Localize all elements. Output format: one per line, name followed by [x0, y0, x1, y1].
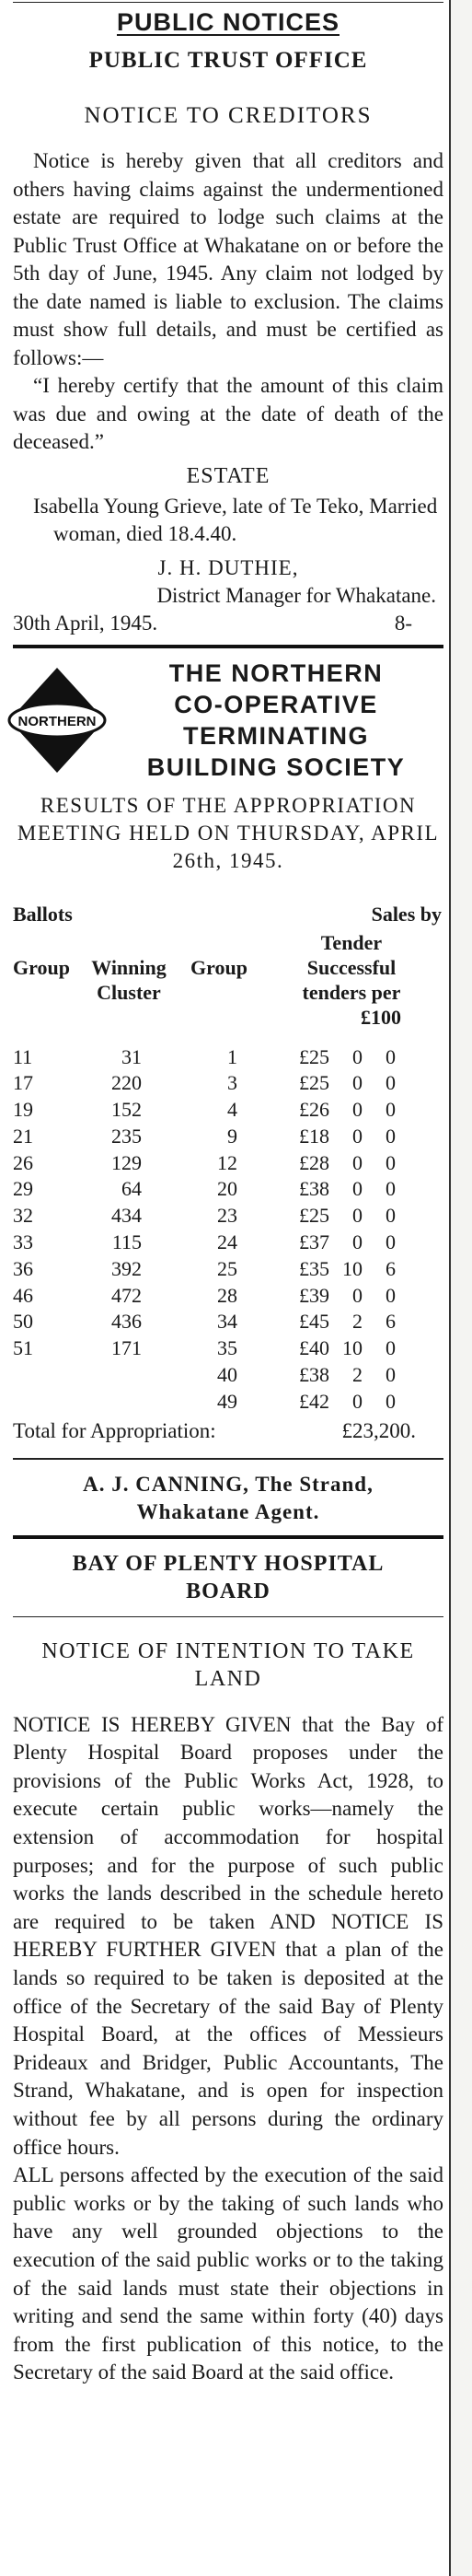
cell-winning-cluster: 220: [111, 1071, 142, 1095]
public-notices-heading: PUBLIC NOTICES: [116, 8, 340, 36]
cell-group-2: 25: [217, 1256, 237, 1280]
cell-winning-cluster: [68, 1362, 155, 1389]
cell-pounds: £25: [299, 1071, 329, 1095]
cell-pence: 0: [386, 1124, 396, 1148]
ballot-row: [13, 1362, 443, 1389]
total-row: [13, 1416, 443, 1458]
certification-text: “I hereby certify that the amount of this claim was due and owing at the date of death of the deceased.”: [13, 374, 443, 453]
cell-group-2: 28: [217, 1283, 237, 1307]
cell-pence: 6: [386, 1256, 396, 1280]
cell-shillings: 2: [352, 1310, 363, 1334]
cell-shillings: 10: [342, 1336, 363, 1360]
cell-pounds: £39: [299, 1283, 329, 1307]
cell-shillings: 0: [352, 1177, 363, 1201]
cell-pounds: £40: [299, 1336, 329, 1360]
cell-shillings: 0: [352, 1044, 363, 1068]
ballots-label: Ballots: [13, 902, 73, 926]
col-tenders-per: tenders per: [302, 980, 401, 1004]
cell-shillings: 10: [342, 1256, 363, 1280]
society-name-line: THE NORTHERN: [168, 659, 384, 687]
cell-winning-cluster: 171: [111, 1336, 142, 1360]
cell-pounds: £45: [299, 1310, 329, 1334]
estate-label: ESTATE: [186, 463, 271, 488]
cell-pence: 0: [386, 1150, 396, 1174]
cell-group: 11: [13, 1044, 33, 1068]
col-tender-header: [261, 930, 443, 1005]
col-pound-unit: £100: [361, 1005, 401, 1029]
col-tender: Tender: [320, 930, 383, 954]
col-group: Group: [13, 955, 70, 979]
col-winning-cluster: [81, 930, 177, 1005]
ballot-row: [13, 1283, 443, 1310]
ballot-row: [13, 1309, 443, 1335]
cell-shillings: 0: [352, 1230, 363, 1254]
ballot-row: [13, 1389, 443, 1416]
notice-to-creditors-title: NOTICE TO CREDITORS: [84, 103, 373, 128]
estate-entry: Isabella Young Grieve, late of Te Teko, Married woman, died 18.4.40.: [33, 494, 438, 545]
cell-winning-cluster: 31: [121, 1044, 142, 1068]
signatory-title: District Manager for Whakatane.: [156, 583, 436, 607]
creditors-notice-body: Notice is hereby given that all creditors and others having claims against the undermentioned estate are required to lodge such claims at the Public Trust Office at Whakatane on or before the 5th day of June, 1945. Any claim not lodged by the date named is liable to exclusion. The claims must show full details, and must be certified as follows:—: [13, 149, 443, 369]
cell-group-2: 35: [217, 1336, 237, 1360]
cell-group-2: 49: [217, 1389, 237, 1413]
cell-pence: 0: [386, 1336, 396, 1360]
cell-winning-cluster: 472: [111, 1283, 142, 1307]
cell-group-2: 9: [227, 1124, 237, 1148]
building-society-header: [13, 648, 443, 788]
cell-group: [13, 1362, 68, 1389]
society-name-line: BUILDING SOCIETY: [146, 752, 406, 781]
agent-block: [13, 1460, 443, 1535]
cell-pence: 0: [386, 1204, 396, 1228]
society-name-line: TERMINATING: [183, 721, 369, 750]
signatory-name: J. H. DUTHIE,: [157, 555, 299, 579]
society-name: [109, 658, 443, 783]
cell-pounds: £37: [299, 1230, 329, 1254]
col-successful: Successful: [306, 955, 397, 979]
appropriation-results-title: RESULTS OF THE APPROPRIATION MEETING HELD ON THURSDAY, APRIL 26th, 1945.: [17, 793, 440, 872]
col-cluster: Cluster: [97, 980, 161, 1004]
ballot-row: [13, 1176, 443, 1203]
cell-shillings: 2: [352, 1363, 363, 1387]
cell-winning-cluster: 64: [121, 1177, 142, 1201]
hospital-notice-para-1: NOTICE IS HEREBY GIVEN that the Bay of Plenty Hospital Board proposes under the provisions of the Public Works Act, 1928, to execute certain public works—namely the extension of accommodation for hospital purposes; and for the purpose of such public works the lands described in the schedule hereto are required to be taken AND NOTICE IS HEREBY FURTHER GIVEN that a plan of the lands so required to be taken is deposited at the office of the Secretary of the said Bay of Plenty Hospital Board, at the offices of Messieurs Prideaux and Bridger, Public Accountants, The Strand, Whakatane, and is open for inspection without fee by all persons during the ordinary office hours.: [13, 1712, 443, 2159]
cell-winning-cluster: 152: [111, 1098, 142, 1122]
ballots-header: [13, 886, 443, 927]
cell-group-2: 3: [227, 1071, 237, 1095]
cell-group: 17: [13, 1071, 33, 1095]
cell-group-2: 23: [217, 1204, 237, 1228]
cell-winning-cluster: [68, 1389, 155, 1416]
cell-pounds: £38: [299, 1177, 329, 1201]
page-margin: [451, 0, 472, 2576]
ballot-row: [13, 1070, 443, 1097]
ballot-row: [13, 1097, 443, 1124]
total-label: Total for Appropriation:: [13, 1418, 216, 1442]
ballot-row: [13, 1203, 443, 1230]
cell-shillings: 0: [352, 1071, 363, 1095]
cell-pounds: £42: [299, 1389, 329, 1413]
cell-pounds: £26: [299, 1098, 329, 1122]
cell-pounds: £38: [299, 1363, 329, 1387]
ballot-table: [13, 1044, 443, 1416]
cell-winning-cluster: 392: [111, 1256, 142, 1280]
cell-pence: 0: [386, 1389, 396, 1413]
cell-group: 51: [13, 1336, 33, 1360]
board-line: BOARD: [186, 1579, 271, 1603]
ballot-row: [13, 1230, 443, 1256]
cell-group-2: 24: [217, 1230, 237, 1254]
col-group-2: Group: [190, 955, 248, 979]
table-column-headers: [13, 927, 443, 1005]
logo-text: NORTHERN: [17, 713, 97, 729]
cell-group: 19: [13, 1098, 33, 1122]
cell-shillings: 0: [352, 1204, 363, 1228]
public-trust-office-heading: PUBLIC TRUST OFFICE: [88, 48, 368, 73]
ballot-row: [13, 1124, 443, 1150]
agent-line: A. J. CANNING, The Strand,: [83, 1472, 374, 1496]
society-name-line: CO-OPERATIVE: [174, 690, 378, 718]
cell-shillings: 0: [352, 1150, 363, 1174]
col-winning: Winning: [91, 955, 167, 979]
sales-label: Sales by: [371, 902, 442, 926]
hospital-board-heading: [13, 1539, 443, 1616]
cell-pounds: £25: [299, 1044, 329, 1068]
cell-group: 46: [13, 1283, 33, 1307]
ballot-row: [13, 1335, 443, 1362]
cell-shillings: 0: [352, 1283, 363, 1307]
cell-pence: 0: [386, 1098, 396, 1122]
ballot-row: [13, 1044, 443, 1071]
total-value: £23,200.: [341, 1418, 416, 1442]
notice-date-row: [13, 610, 443, 645]
cell-group-2: 40: [217, 1363, 237, 1387]
cell-pence: 0: [386, 1044, 396, 1068]
cell-shillings: 0: [352, 1124, 363, 1148]
cell-group: 32: [13, 1204, 33, 1228]
cell-group: [13, 1389, 68, 1416]
cell-shillings: 0: [352, 1389, 363, 1413]
cell-group-2: 1: [227, 1044, 237, 1068]
cell-group-2: 4: [227, 1098, 237, 1122]
hospital-notice-para-2: ALL persons affected by the execution of the said public works or by the taking of such lands who have any well grounded objections to the execution of the said public works or to the taking of the said lands must state their objections in writing and send the same within forty (40) days from the first publication of this notice, to the Secretary of the said Board at the said office.: [13, 2163, 443, 2384]
cell-winning-cluster: 436: [111, 1310, 142, 1334]
ballot-row: [13, 1150, 443, 1177]
notice-date: 30th April, 1945.: [13, 611, 158, 635]
notice-of-intention-title: [13, 1617, 443, 1711]
intention-line: NOTICE OF INTENTION TO TAKE: [41, 1638, 415, 1663]
cell-pounds: £25: [299, 1204, 329, 1228]
ballot-row: [13, 1256, 443, 1283]
cell-group-2: 20: [217, 1177, 237, 1201]
cell-group: 36: [13, 1256, 33, 1280]
cell-group: 33: [13, 1230, 33, 1254]
cell-group: 50: [13, 1310, 33, 1334]
cell-pence: 0: [386, 1071, 396, 1095]
cell-group: 21: [13, 1124, 33, 1148]
cell-winning-cluster: 434: [111, 1204, 142, 1228]
notice-reference: 8-: [394, 611, 412, 635]
agent-line: Whakatane Agent.: [136, 1499, 320, 1523]
intention-line: LAND: [194, 1666, 262, 1691]
cell-pence: 0: [386, 1177, 396, 1201]
cell-group: 29: [13, 1177, 33, 1201]
cell-group-2: 34: [217, 1310, 237, 1334]
cell-group-2: 12: [217, 1150, 237, 1174]
cell-pence: 0: [386, 1230, 396, 1254]
cell-winning-cluster: 115: [111, 1230, 142, 1254]
cell-group: 26: [13, 1150, 33, 1174]
cell-pence: 0: [386, 1283, 396, 1307]
cell-pounds: £35: [299, 1256, 329, 1280]
board-line: BAY OF PLENTY HOSPITAL: [72, 1551, 385, 1576]
cell-shillings: 0: [352, 1098, 363, 1122]
cell-winning-cluster: 129: [111, 1150, 142, 1174]
cell-winning-cluster: 235: [111, 1124, 142, 1148]
northern-logo-icon: [6, 666, 109, 775]
cell-pence: 6: [386, 1310, 396, 1334]
cell-pounds: £28: [299, 1150, 329, 1174]
cell-pence: 0: [386, 1363, 396, 1387]
cell-pounds: £18: [299, 1124, 329, 1148]
